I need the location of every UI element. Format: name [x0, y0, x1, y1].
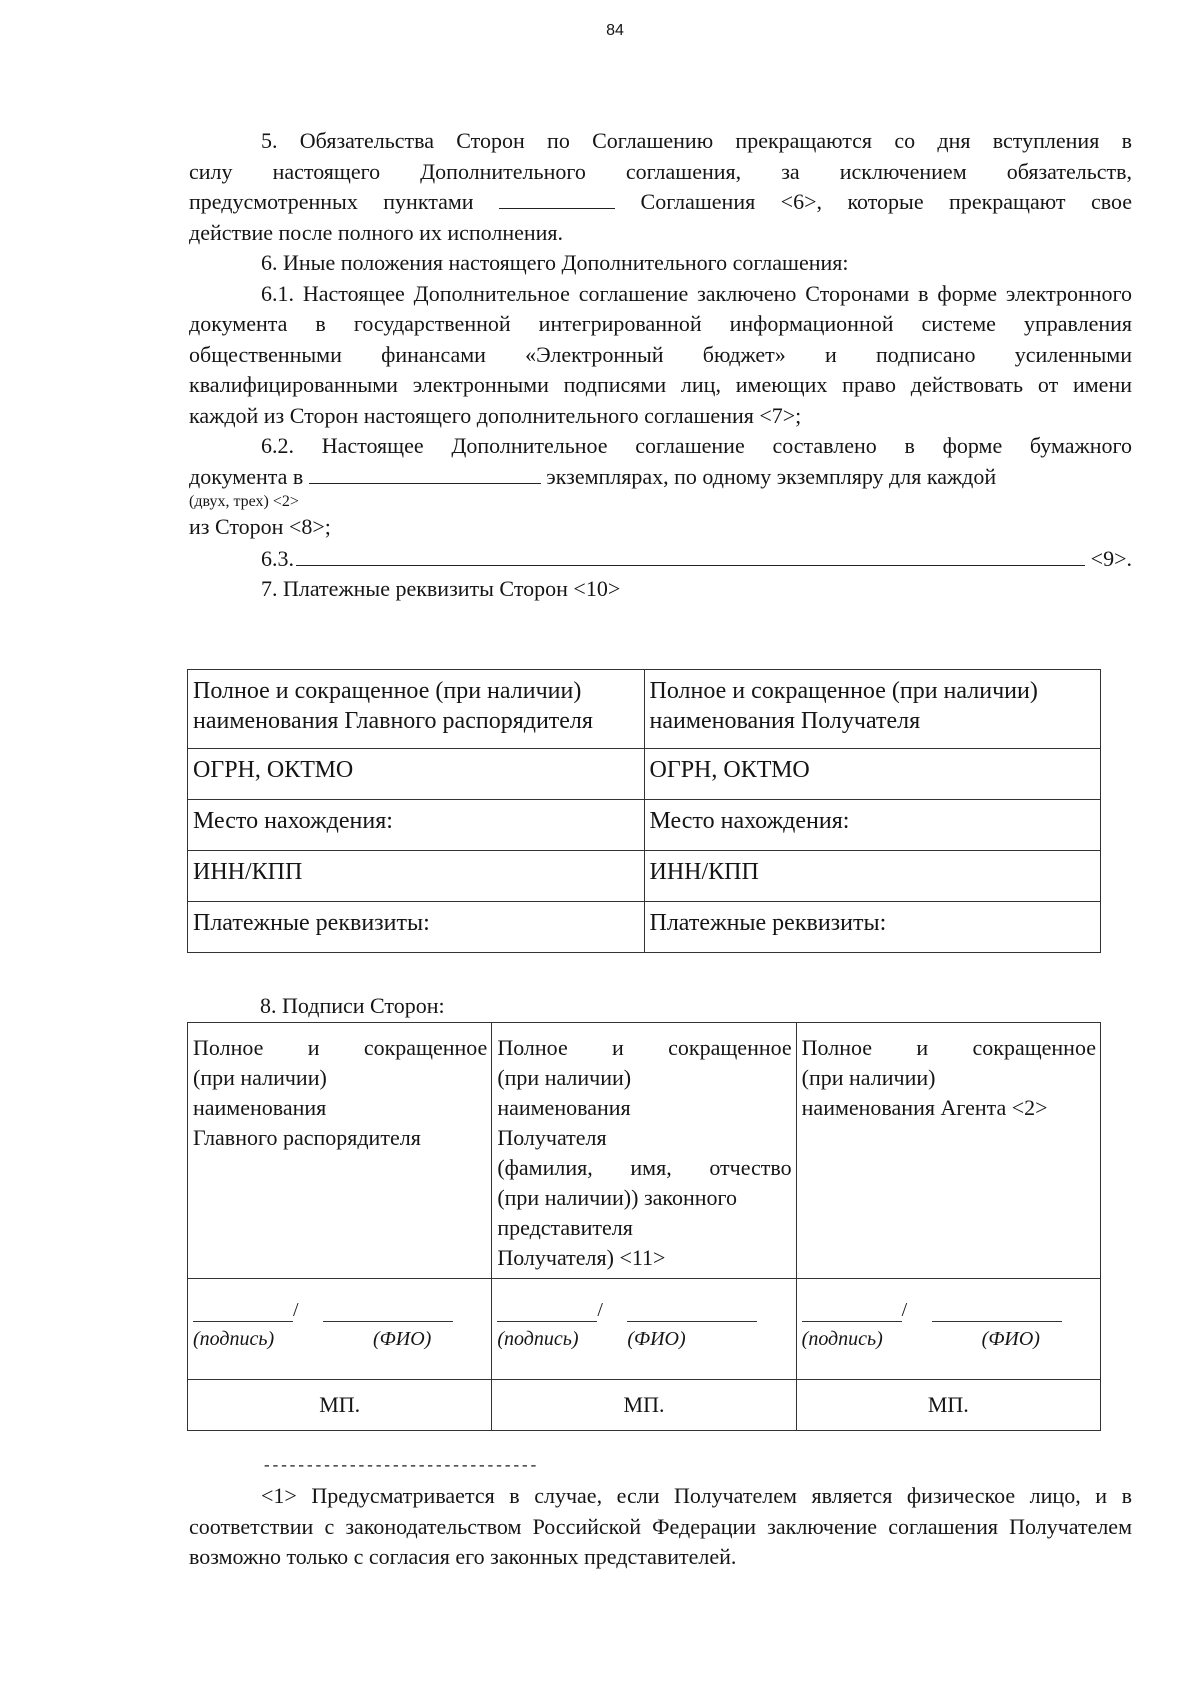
table-cell: ИНН/КПП	[188, 851, 645, 902]
fio-blank-field[interactable]	[932, 1297, 1062, 1322]
signature-captions	[193, 1326, 487, 1352]
table-row	[188, 851, 1101, 902]
signature-caption: (подпись)	[497, 1328, 579, 1350]
paragraph-6-2-line-1: 6.2. Настоящее Дополнительное соглашение составлено в форме бумажного	[261, 433, 1132, 458]
stamp-place: МП.	[492, 1380, 796, 1431]
fio-blank-field[interactable]	[323, 1297, 453, 1322]
table-row	[188, 749, 1101, 800]
signature-blank-field[interactable]	[497, 1297, 597, 1322]
party-name-line: (при наличии)) законного	[497, 1185, 737, 1210]
signature-captions	[497, 1326, 791, 1352]
party-name-line: Главного распорядителя	[193, 1125, 421, 1150]
party-name-line: (фамилия, имя, отчество	[497, 1155, 792, 1180]
page-number: 84	[606, 22, 624, 39]
signature-line	[802, 1297, 1096, 1322]
fio-caption: (ФИО)	[981, 1328, 1040, 1350]
paragraph-6-3-label: 6.3.	[261, 545, 294, 571]
table-cell: Место нахождения:	[644, 800, 1101, 851]
party-name-line: наименования	[497, 1095, 631, 1120]
paragraph-5-text-a: предусмотренных пунктами	[189, 189, 474, 214]
paragraph-6-3-blank-field[interactable]	[296, 543, 1085, 566]
signature-cell	[188, 1279, 492, 1380]
slash-separator: /	[293, 1299, 299, 1321]
paragraph-5-line-1: 5. Обязательства Сторон по Соглашению прекращаются со дня вступления в	[261, 128, 1132, 153]
footnote-1: <1> Предусматривается в случае, если Получателем является физическое лицо, и в соответствии с законодательством Российской Федерации заключение соглашения Получателем возможно только с согласия его законных представителей.	[189, 1483, 1132, 1569]
table-cell: ОГРН, ОКТМО	[644, 749, 1101, 800]
paragraph-6-3	[189, 543, 1132, 575]
table-cell: Место нахождения:	[188, 800, 645, 851]
party-name-line: Получателя) <11>	[497, 1245, 666, 1270]
document-body	[189, 126, 1132, 605]
copies-hint: (двух, трех) <2>	[189, 493, 299, 510]
signature-line	[497, 1297, 791, 1322]
signature-cell	[492, 1279, 796, 1380]
fio-caption: (ФИО)	[373, 1328, 432, 1350]
table-row	[188, 1380, 1101, 1431]
table-cell: Полное и сокращенное (при наличии) наименования Получателя	[644, 670, 1101, 749]
footnote-separator: --------------------------------	[262, 1457, 538, 1475]
slash-separator: /	[901, 1299, 908, 1321]
signature-blank-field[interactable]	[193, 1297, 293, 1322]
paragraph-5-line-4: действие после полного их исполнения.	[189, 219, 564, 245]
signature-caption: (подпись)	[193, 1328, 275, 1350]
party-name-line: (при наличии)	[497, 1065, 632, 1090]
party-name-line: наименования	[193, 1095, 327, 1120]
fio-blank-field[interactable]	[627, 1297, 757, 1322]
paragraph-6-2-line-3: из Сторон <8>;	[189, 514, 331, 539]
stamp-place: МП.	[796, 1380, 1100, 1431]
table-row	[188, 800, 1101, 851]
party-name-line: Полное и сокращенное	[497, 1035, 792, 1060]
party-name-line: Полное и сокращенное	[801, 1035, 1096, 1060]
fio-caption: (ФИО)	[627, 1328, 686, 1350]
party-cell-agent	[796, 1023, 1100, 1279]
paragraph-5-text-b: Соглашения <6>, которые прекращают свое	[640, 189, 1133, 214]
table-cell: ИНН/КПП	[644, 851, 1101, 902]
party-name-line: наименования Агента <2>	[801, 1095, 1048, 1120]
paragraph-5-line-3	[189, 187, 1132, 218]
party-name-line: Получателя	[497, 1125, 607, 1150]
signatures-table	[187, 1022, 1101, 1431]
table-row	[188, 902, 1101, 953]
party-name-line: (при наличии)	[801, 1065, 936, 1090]
paragraph-6-1: 6.1. Настоящее Дополнительное соглашение заключено Сторонами в форме электронного документа в государственной интегрированной информационной системе управления общественными финансами «Электронный бюджет» и подписано усиленными квалифицированными электронными подписями лиц, имеющих право действовать от имени каждой из Сторон настоящего дополнительного соглашения <7>;	[189, 280, 1132, 428]
party-cell-recipient	[492, 1023, 796, 1279]
party-name-line: (при наличии)	[193, 1065, 327, 1090]
table-row	[188, 1023, 1101, 1279]
paragraph-6: 6. Иные положения настоящего Дополнительного соглашения:	[261, 250, 849, 275]
paragraph-6-3-ref: <9>.	[1090, 545, 1132, 571]
paragraph-7: 7. Платежные реквизиты Сторон <10>	[261, 576, 621, 601]
table-row	[188, 670, 1101, 749]
requisites-table	[187, 669, 1101, 953]
table-cell: Полное и сокращенное (при наличии) наименования Главного распорядителя	[188, 670, 645, 749]
signature-line	[193, 1297, 487, 1322]
signatures-title: 8. Подписи Сторон:	[260, 993, 445, 1018]
paragraph-6-2-text-a: документа в	[189, 463, 304, 489]
table-row	[188, 1279, 1101, 1380]
signature-caption: (подпись)	[801, 1328, 883, 1350]
paragraph-6-2-text-b: экземплярах, по одному экземпляру для каждой	[546, 463, 997, 489]
copies-blank-field[interactable]	[309, 463, 541, 484]
table-cell: Платежные реквизиты:	[644, 902, 1101, 953]
signature-captions	[802, 1326, 1096, 1352]
party-cell-chief-administrator	[188, 1023, 492, 1279]
paragraph-5-line-2: силу настоящего Дополнительного соглашения, за исключением обязательств,	[189, 158, 1132, 184]
table-cell: ОГРН, ОКТМО	[188, 749, 645, 800]
signature-cell	[796, 1279, 1100, 1380]
clauses-blank-field[interactable]	[499, 188, 615, 209]
slash-separator: /	[597, 1299, 603, 1321]
stamp-place: МП.	[188, 1380, 492, 1431]
party-name-line: Полное и сокращенное	[193, 1035, 488, 1060]
table-cell: Платежные реквизиты:	[188, 902, 645, 953]
paragraph-6-2-line-2	[189, 462, 1132, 493]
signature-blank-field[interactable]	[802, 1297, 902, 1322]
party-name-line: представителя	[497, 1215, 633, 1240]
